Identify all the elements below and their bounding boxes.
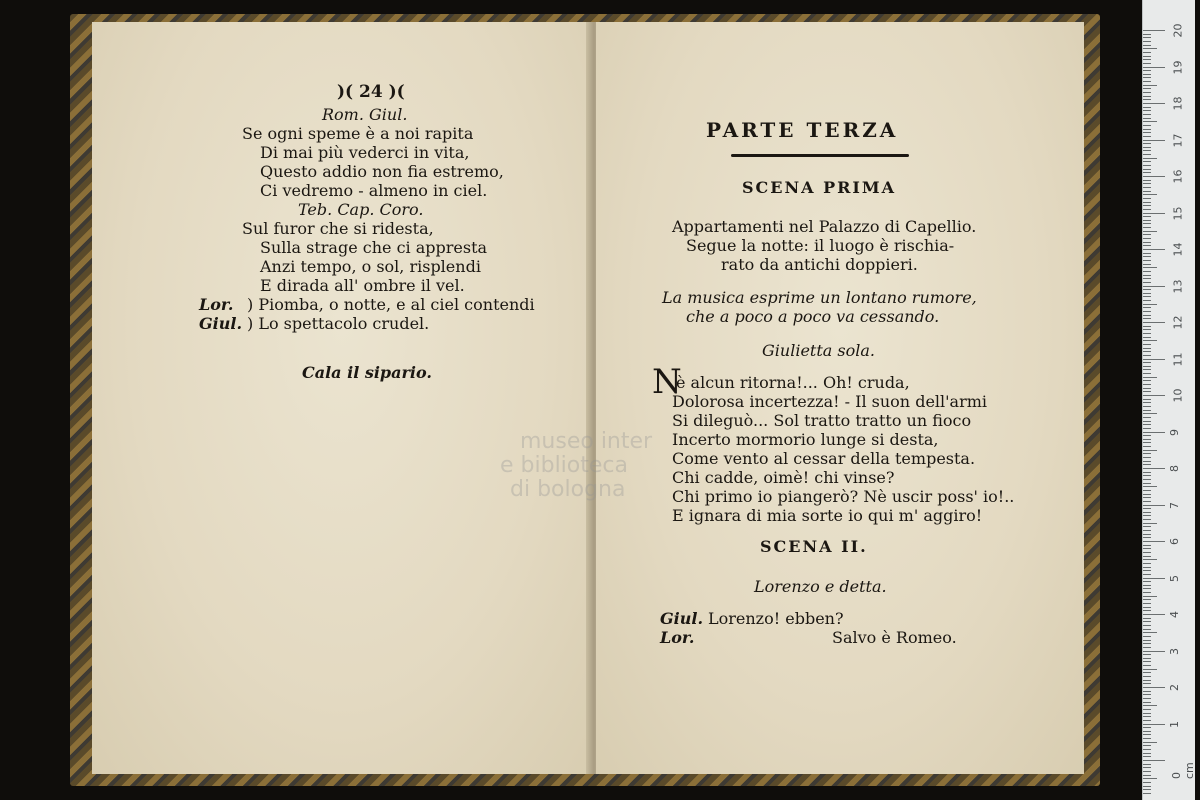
ruler-tick bbox=[1143, 651, 1165, 652]
dialogue-line: Lorenzo! ebben? bbox=[708, 609, 844, 628]
verse-line: Chi cadde, oimè! chi vinse? bbox=[672, 468, 895, 487]
ruler-tick bbox=[1143, 150, 1151, 151]
ruler-tick bbox=[1143, 574, 1151, 575]
ruler-tick bbox=[1143, 464, 1151, 465]
ruler-tick bbox=[1143, 143, 1151, 144]
ruler-tick bbox=[1143, 165, 1151, 166]
ruler-tick bbox=[1143, 709, 1151, 710]
measuring-ruler bbox=[1142, 0, 1195, 800]
ruler-tick bbox=[1143, 694, 1151, 695]
ruler-tick bbox=[1143, 114, 1151, 115]
ruler-label: 3 bbox=[1168, 647, 1181, 655]
ruler-tick bbox=[1143, 428, 1151, 429]
ruler-tick bbox=[1143, 505, 1165, 506]
ruler-tick bbox=[1143, 223, 1151, 224]
setting-line: Segue la notte: il luogo è rischia- bbox=[686, 236, 955, 255]
ruler-tick bbox=[1143, 34, 1151, 35]
ruler-tick bbox=[1143, 125, 1151, 126]
verse-line: Sulla strage che ci appresta bbox=[260, 238, 488, 257]
ruler-tick bbox=[1143, 315, 1151, 316]
ruler-tick bbox=[1143, 161, 1151, 162]
ruler-tick bbox=[1143, 154, 1151, 155]
ruler-tick bbox=[1143, 636, 1151, 637]
ruler-tick bbox=[1143, 304, 1157, 305]
ruler-tick bbox=[1143, 96, 1151, 97]
speaker-teb-cap-coro: Teb. Cap. Coro. bbox=[298, 200, 424, 219]
ruler-tick bbox=[1143, 67, 1165, 68]
ruler-tick bbox=[1143, 599, 1151, 600]
ruler-tick bbox=[1143, 534, 1151, 535]
ruler-tick bbox=[1143, 640, 1151, 641]
ruler-tick bbox=[1143, 227, 1151, 228]
ruler-tick bbox=[1143, 81, 1151, 82]
ruler-label: 17 bbox=[1171, 133, 1185, 147]
verse-line: E dirada all' ombre il vel. bbox=[260, 276, 465, 295]
ruler-tick bbox=[1143, 264, 1151, 265]
ruler-tick bbox=[1143, 658, 1151, 659]
ruler-tick bbox=[1143, 610, 1151, 611]
ruler-tick bbox=[1143, 103, 1165, 104]
ruler-tick bbox=[1143, 607, 1151, 608]
ruler-tick bbox=[1143, 691, 1151, 692]
ruler-tick bbox=[1143, 435, 1151, 436]
ruler-tick bbox=[1143, 654, 1151, 655]
scene-2-title: SCENA II. bbox=[760, 537, 868, 556]
ruler-tick bbox=[1143, 632, 1157, 633]
ruler-tick bbox=[1143, 734, 1151, 735]
ruler-label: 16 bbox=[1171, 169, 1185, 184]
ruler-tick bbox=[1143, 286, 1165, 287]
ruler-label: 10 bbox=[1171, 388, 1185, 403]
ruler-tick bbox=[1143, 672, 1151, 673]
ruler-tick bbox=[1143, 326, 1151, 327]
ruler-tick bbox=[1143, 497, 1151, 498]
ruler-tick bbox=[1143, 187, 1151, 188]
verse-line: E ignara di mia sorte io qui m' aggiro! bbox=[672, 506, 983, 525]
ruler-tick bbox=[1143, 563, 1151, 564]
ruler-tick bbox=[1143, 643, 1151, 644]
title-rule bbox=[731, 154, 909, 157]
ruler-tick bbox=[1143, 344, 1151, 345]
ruler-tick bbox=[1143, 85, 1157, 86]
left-page bbox=[92, 22, 592, 774]
verse-line: Incerto mormorio lunge si desta, bbox=[672, 430, 939, 449]
ruler-tick bbox=[1143, 56, 1151, 57]
ruler-tick bbox=[1143, 37, 1151, 38]
ruler-tick bbox=[1143, 238, 1151, 239]
ruler-tick bbox=[1143, 169, 1151, 170]
verse-line: Se ogni speme è a noi rapita bbox=[242, 124, 474, 143]
ruler-tick bbox=[1143, 380, 1151, 381]
ruler-tick bbox=[1143, 107, 1151, 108]
ruler-tick bbox=[1143, 782, 1151, 783]
ruler-tick bbox=[1143, 191, 1151, 192]
verse-line: Di mai più vederci in vita, bbox=[260, 143, 470, 162]
ruler-label: 9 bbox=[1168, 428, 1181, 436]
ruler-tick bbox=[1143, 234, 1151, 235]
ruler-tick bbox=[1143, 468, 1165, 469]
ruler-tick bbox=[1143, 764, 1151, 765]
ruler-tick bbox=[1143, 596, 1157, 597]
ruler-tick bbox=[1143, 377, 1157, 378]
setting-line: Appartamenti nel Palazzo di Capellio. bbox=[672, 217, 977, 236]
ruler-tick bbox=[1143, 410, 1151, 411]
part-title: PARTE TERZA bbox=[706, 118, 899, 142]
verse-line: Ci vedremo - almeno in ciel. bbox=[260, 181, 488, 200]
watermark: museo inter e biblioteca di bologna bbox=[500, 429, 653, 502]
ruler-tick bbox=[1143, 588, 1151, 589]
ruler-tick bbox=[1143, 249, 1165, 250]
ruler-tick bbox=[1143, 523, 1157, 524]
ruler-tick bbox=[1143, 446, 1151, 447]
ruler-tick bbox=[1143, 457, 1151, 458]
ruler-tick bbox=[1143, 742, 1157, 743]
ruler-tick bbox=[1143, 282, 1151, 283]
ruler-tick bbox=[1143, 41, 1151, 42]
ruler-tick bbox=[1143, 432, 1165, 433]
ruler-tick bbox=[1143, 661, 1151, 662]
ruler-tick bbox=[1143, 275, 1151, 276]
ruler-tick bbox=[1143, 70, 1151, 71]
ruler-label: 5 bbox=[1168, 574, 1181, 582]
verse-line: è alcun ritorna!... Oh! cruda, bbox=[676, 373, 910, 392]
verse-line: Chi primo io piangerò? Nè uscir poss' io!.. bbox=[672, 487, 1015, 506]
ruler-tick bbox=[1143, 121, 1157, 122]
ruler-tick bbox=[1143, 592, 1151, 593]
ruler-tick bbox=[1143, 724, 1165, 725]
ruler-tick bbox=[1143, 727, 1151, 728]
ruler-tick bbox=[1143, 172, 1151, 173]
ruler-tick bbox=[1143, 140, 1165, 141]
ruler-tick bbox=[1143, 213, 1165, 214]
ruler-tick bbox=[1143, 355, 1151, 356]
ruler-label: 19 bbox=[1171, 60, 1185, 74]
setting-line: rato da antichi doppieri. bbox=[721, 255, 918, 274]
ruler-label: 6 bbox=[1168, 538, 1181, 545]
ruler-tick bbox=[1143, 216, 1151, 217]
ruler-tick bbox=[1143, 209, 1151, 210]
ruler-tick bbox=[1143, 147, 1151, 148]
character-name: Giulietta sola. bbox=[762, 341, 875, 360]
ruler-tick bbox=[1143, 625, 1151, 626]
ruler-tick bbox=[1143, 351, 1151, 352]
verse-line: Anzi tempo, o sol, risplendi bbox=[260, 257, 481, 276]
ruler-label: 1 bbox=[1168, 720, 1181, 728]
ruler-tick bbox=[1143, 450, 1157, 451]
ruler-tick bbox=[1143, 702, 1151, 703]
ruler-label: 20 bbox=[1171, 23, 1185, 38]
ruler-tick bbox=[1143, 680, 1151, 681]
ruler-tick bbox=[1143, 567, 1151, 568]
ruler-tick bbox=[1143, 545, 1151, 546]
ruler-tick bbox=[1143, 45, 1151, 46]
ruler-tick bbox=[1143, 442, 1151, 443]
ruler-label: 4 bbox=[1168, 611, 1181, 618]
ruler-tick bbox=[1143, 530, 1151, 531]
ruler-tick bbox=[1143, 705, 1157, 706]
ruler-tick bbox=[1143, 348, 1151, 349]
ruler-tick bbox=[1143, 756, 1151, 757]
ruler-tick bbox=[1143, 738, 1151, 739]
ruler-tick bbox=[1143, 424, 1151, 425]
ruler-label: 12 bbox=[1171, 315, 1185, 330]
ruler-tick bbox=[1143, 603, 1151, 604]
ruler-tick bbox=[1143, 745, 1151, 746]
ruler-tick bbox=[1143, 271, 1151, 272]
ruler-tick bbox=[1143, 453, 1151, 454]
page-number: )( 24 )( bbox=[337, 82, 405, 102]
ruler-label: 15 bbox=[1171, 206, 1185, 220]
ruler-tick bbox=[1143, 581, 1151, 582]
ruler-tick bbox=[1143, 775, 1151, 776]
ruler-tick bbox=[1143, 388, 1151, 389]
ruler-tick bbox=[1143, 322, 1165, 323]
ruler-label: 13 bbox=[1171, 279, 1185, 293]
ruler-tick bbox=[1143, 647, 1151, 648]
right-page bbox=[596, 22, 1084, 774]
ruler-tick bbox=[1143, 570, 1151, 571]
ruler-tick bbox=[1143, 194, 1157, 195]
ruler-tick bbox=[1143, 698, 1151, 699]
ruler-tick bbox=[1143, 399, 1151, 400]
drop-cap: N bbox=[652, 362, 682, 402]
ruler-tick bbox=[1143, 231, 1157, 232]
stage-direction-curtain: Cala il sipario. bbox=[302, 363, 432, 382]
ruler-tick bbox=[1143, 242, 1151, 243]
ruler-tick bbox=[1143, 77, 1151, 78]
speaker-lor: Lor. bbox=[660, 628, 695, 647]
ruler-tick bbox=[1143, 158, 1157, 159]
ruler-tick bbox=[1143, 395, 1165, 396]
ruler-tick bbox=[1143, 760, 1165, 761]
ruler-tick bbox=[1143, 52, 1151, 53]
ruler-tick bbox=[1143, 786, 1151, 787]
ruler-tick bbox=[1143, 307, 1151, 308]
ruler-tick bbox=[1143, 585, 1151, 586]
verse-line: Come vento al cessar della tempesta. bbox=[672, 449, 976, 468]
ruler-tick bbox=[1143, 99, 1151, 100]
ruler-tick bbox=[1143, 472, 1151, 473]
verse-line: Questo addio non fia estremo, bbox=[260, 162, 504, 181]
ruler-label: 2 bbox=[1168, 684, 1181, 691]
ruler-tick bbox=[1143, 629, 1151, 630]
ruler-tick bbox=[1143, 362, 1151, 363]
direction-line: che a poco a poco va cessando. bbox=[686, 307, 940, 326]
ruler-tick bbox=[1143, 669, 1157, 670]
ruler-tick bbox=[1143, 402, 1151, 403]
ruler-tick bbox=[1143, 48, 1157, 49]
ruler-tick bbox=[1143, 366, 1151, 367]
ruler-tick bbox=[1143, 475, 1151, 476]
ruler-tick bbox=[1143, 300, 1151, 301]
ruler-tick bbox=[1143, 552, 1151, 553]
ruler-tick bbox=[1143, 519, 1151, 520]
ruler-tick bbox=[1143, 183, 1151, 184]
ruler-tick bbox=[1143, 256, 1151, 257]
ruler-tick bbox=[1143, 578, 1165, 579]
ruler-label: 7 bbox=[1168, 501, 1181, 509]
ruler-tick bbox=[1143, 406, 1151, 407]
ruler-tick bbox=[1143, 293, 1151, 294]
ruler-tick bbox=[1143, 731, 1151, 732]
ruler-tick bbox=[1143, 479, 1151, 480]
ruler-tick bbox=[1143, 508, 1151, 509]
ruler-tick bbox=[1143, 515, 1151, 516]
ruler-tick bbox=[1143, 771, 1151, 772]
ruler-tick bbox=[1143, 340, 1157, 341]
ruler-tick bbox=[1143, 118, 1151, 119]
ruler-tick bbox=[1143, 483, 1151, 484]
ruler-tick bbox=[1143, 267, 1157, 268]
ruler-tick bbox=[1143, 421, 1151, 422]
ruler-tick bbox=[1143, 526, 1151, 527]
ruler-tick bbox=[1143, 110, 1151, 111]
ruler-tick bbox=[1143, 74, 1151, 75]
ruler-tick bbox=[1143, 749, 1151, 750]
ruler-tick bbox=[1143, 296, 1151, 297]
ruler-tick bbox=[1143, 180, 1151, 181]
ruler-tick bbox=[1143, 621, 1151, 622]
ruler-tick bbox=[1143, 59, 1151, 60]
ruler-label: 8 bbox=[1168, 465, 1181, 472]
verse-line: Si dileguò... Sol tratto tratto un fioco bbox=[672, 411, 972, 430]
ruler-tick bbox=[1143, 683, 1151, 684]
ruler-tick bbox=[1143, 253, 1151, 254]
ruler-tick bbox=[1143, 537, 1151, 538]
ruler-tick bbox=[1143, 559, 1157, 560]
ruler-tick bbox=[1143, 720, 1151, 721]
ruler-tick bbox=[1143, 490, 1151, 491]
ruler-tick bbox=[1143, 713, 1151, 714]
speaker-giul: Giul. bbox=[199, 314, 243, 333]
speaker-giul: Giul. bbox=[660, 609, 704, 628]
ruler-label: 18 bbox=[1171, 96, 1185, 111]
ruler-tick bbox=[1143, 665, 1151, 666]
ruler-tick bbox=[1143, 384, 1151, 385]
verse-line: Dolorosa incertezza! - Il suon dell'armi bbox=[672, 392, 988, 411]
ruler-tick bbox=[1143, 132, 1151, 133]
ruler-tick bbox=[1143, 318, 1151, 319]
ruler-tick bbox=[1143, 333, 1151, 334]
ruler-tick bbox=[1143, 793, 1151, 794]
ruler-tick bbox=[1143, 548, 1151, 549]
ruler-tick bbox=[1143, 716, 1151, 717]
ruler-tick bbox=[1143, 439, 1151, 440]
ruler-tick bbox=[1143, 311, 1151, 312]
ruler-tick bbox=[1143, 417, 1151, 418]
ruler-tick bbox=[1143, 220, 1151, 221]
scene-title: SCENA PRIMA bbox=[742, 178, 897, 197]
ruler-tick bbox=[1143, 289, 1151, 290]
ruler-tick bbox=[1143, 205, 1151, 206]
ruler-tick bbox=[1143, 359, 1165, 360]
ruler-tick bbox=[1143, 391, 1151, 392]
ruler-tick bbox=[1143, 541, 1165, 542]
ruler-tick bbox=[1143, 789, 1151, 790]
ruler-tick bbox=[1143, 373, 1151, 374]
ruler-tick bbox=[1143, 92, 1151, 93]
ruler-tick bbox=[1143, 753, 1151, 754]
ruler-tick bbox=[1143, 129, 1151, 130]
verse-line: ) Piomba, o notte, e al ciel contendi bbox=[247, 295, 535, 314]
ruler-tick bbox=[1143, 63, 1151, 64]
ruler-tick bbox=[1143, 245, 1151, 246]
ruler-tick bbox=[1143, 369, 1151, 370]
ruler-label: 11 bbox=[1171, 352, 1185, 366]
ruler-tick bbox=[1143, 198, 1151, 199]
ruler-tick bbox=[1143, 461, 1151, 462]
ruler-tick bbox=[1143, 486, 1157, 487]
ruler-tick bbox=[1143, 278, 1151, 279]
ruler-tick bbox=[1143, 614, 1165, 615]
ruler-tick bbox=[1143, 202, 1151, 203]
ruler-tick bbox=[1143, 260, 1151, 261]
ruler-label: 14 bbox=[1171, 242, 1185, 257]
ruler-tick bbox=[1143, 136, 1151, 137]
ruler-tick bbox=[1143, 30, 1165, 31]
ruler-tick bbox=[1143, 767, 1151, 768]
ruler-tick bbox=[1143, 501, 1151, 502]
ruler-label: 0 cm bbox=[1170, 762, 1196, 779]
ruler-tick bbox=[1143, 512, 1151, 513]
ruler-tick bbox=[1143, 337, 1151, 338]
verse-line: Sul furor che si ridesta, bbox=[242, 219, 434, 238]
speaker-lor: Lor. bbox=[199, 295, 234, 314]
ruler-tick bbox=[1143, 329, 1151, 330]
ruler-tick bbox=[1143, 88, 1151, 89]
ruler-tick bbox=[1143, 176, 1165, 177]
direction-line: La musica esprime un lontano rumore, bbox=[662, 288, 977, 307]
speaker-rom-giul: Rom. Giul. bbox=[322, 105, 408, 124]
dialogue-line: Salvo è Romeo. bbox=[832, 628, 957, 647]
verse-line: ) Lo spettacolo crudel. bbox=[247, 314, 430, 333]
ruler-tick bbox=[1143, 413, 1157, 414]
ruler-tick bbox=[1143, 676, 1151, 677]
ruler-tick bbox=[1143, 618, 1151, 619]
ruler-tick bbox=[1143, 687, 1165, 688]
ruler-tick bbox=[1143, 556, 1151, 557]
ruler-tick bbox=[1143, 494, 1151, 495]
scene-2-characters: Lorenzo e detta. bbox=[754, 577, 887, 596]
ruler-tick bbox=[1143, 778, 1157, 779]
